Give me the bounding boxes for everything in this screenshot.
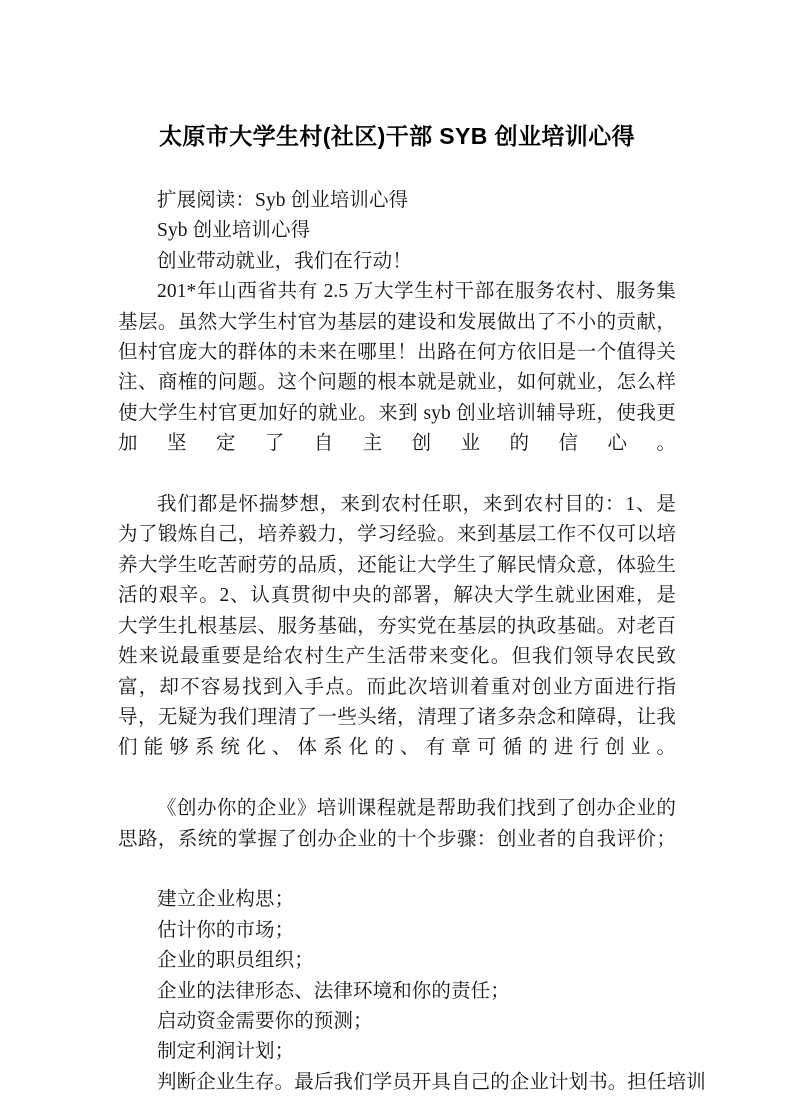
step-item-5: 启动资金需要你的预测；	[157, 1010, 373, 1032]
step-item-1: 建立企业构思；	[157, 889, 295, 911]
paragraph-2: 我们都是怀揣梦想，来到农村任职，来到农村目的：1、是为了锻炼自己，培养毅力，学习经验。来到基层工作不仅可以培养大学生吃苦耐劳的品质，还能让大学生了解民情众意，体验生活的艰辛。2、认真贯彻中央的部署，解决大学生就业困难，是大学生扎根基层、服务基础，夯实党在基层的执政基础。对老百姓来说最重要是给农村生产生活带来变化。但我们领导农民致富，却不容易找到入手点。而此次培训着重对创业方面进行指导，无疑为我们理清了一些头绪，清理了诸多杂念和障碍，让我们能够系统化、体系化的、有章可循的进行创业。	[118, 494, 676, 759]
step-item-7: 判断企业生存。最后我们学员开具自己的企业计划书。担任培训	[157, 1071, 706, 1093]
lead-line-2: Syb 创业培训心得	[157, 220, 311, 242]
page-title: 太原市大学生村(社区)干部 SYB 创业培训心得	[159, 123, 635, 150]
document-body	[118, 186, 706, 1098]
lead-line-1: 扩展阅读：Syb 创业培训心得	[157, 190, 409, 211]
step-item-3: 企业的职员组织；	[157, 950, 314, 972]
step-item-6: 制定利润计划；	[157, 1041, 295, 1063]
step-item-2: 估计你的市场；	[157, 919, 295, 941]
paragraph-3: 《创办你的企业》培训课程就是帮助我们找到了创办企业的思路，系统的掌握了创办企业的十个步骤：创业者的自我评价；	[118, 798, 676, 850]
paragraph-1: 201*年山西省共有 2.5 万大学生村干部在服务农村、服务集基层。虽然大学生村官为基层的建设和发展做出了不小的贡献，但村官庞大的群体的未来在哪里！出路在何方依旧是一个值得关注、商榷的问题。这个问题的根本就是就业，如何就业，怎么样使大学生村官更加好的就业。来到 syb 创业培训辅导班，使我更加坚定了自主创业的信心。	[118, 281, 676, 455]
step-item-4: 企业的法律形态、法律环境和你的责任；	[157, 980, 510, 1002]
lead-line-3: 创业带动就业，我们在行动！	[157, 250, 412, 272]
